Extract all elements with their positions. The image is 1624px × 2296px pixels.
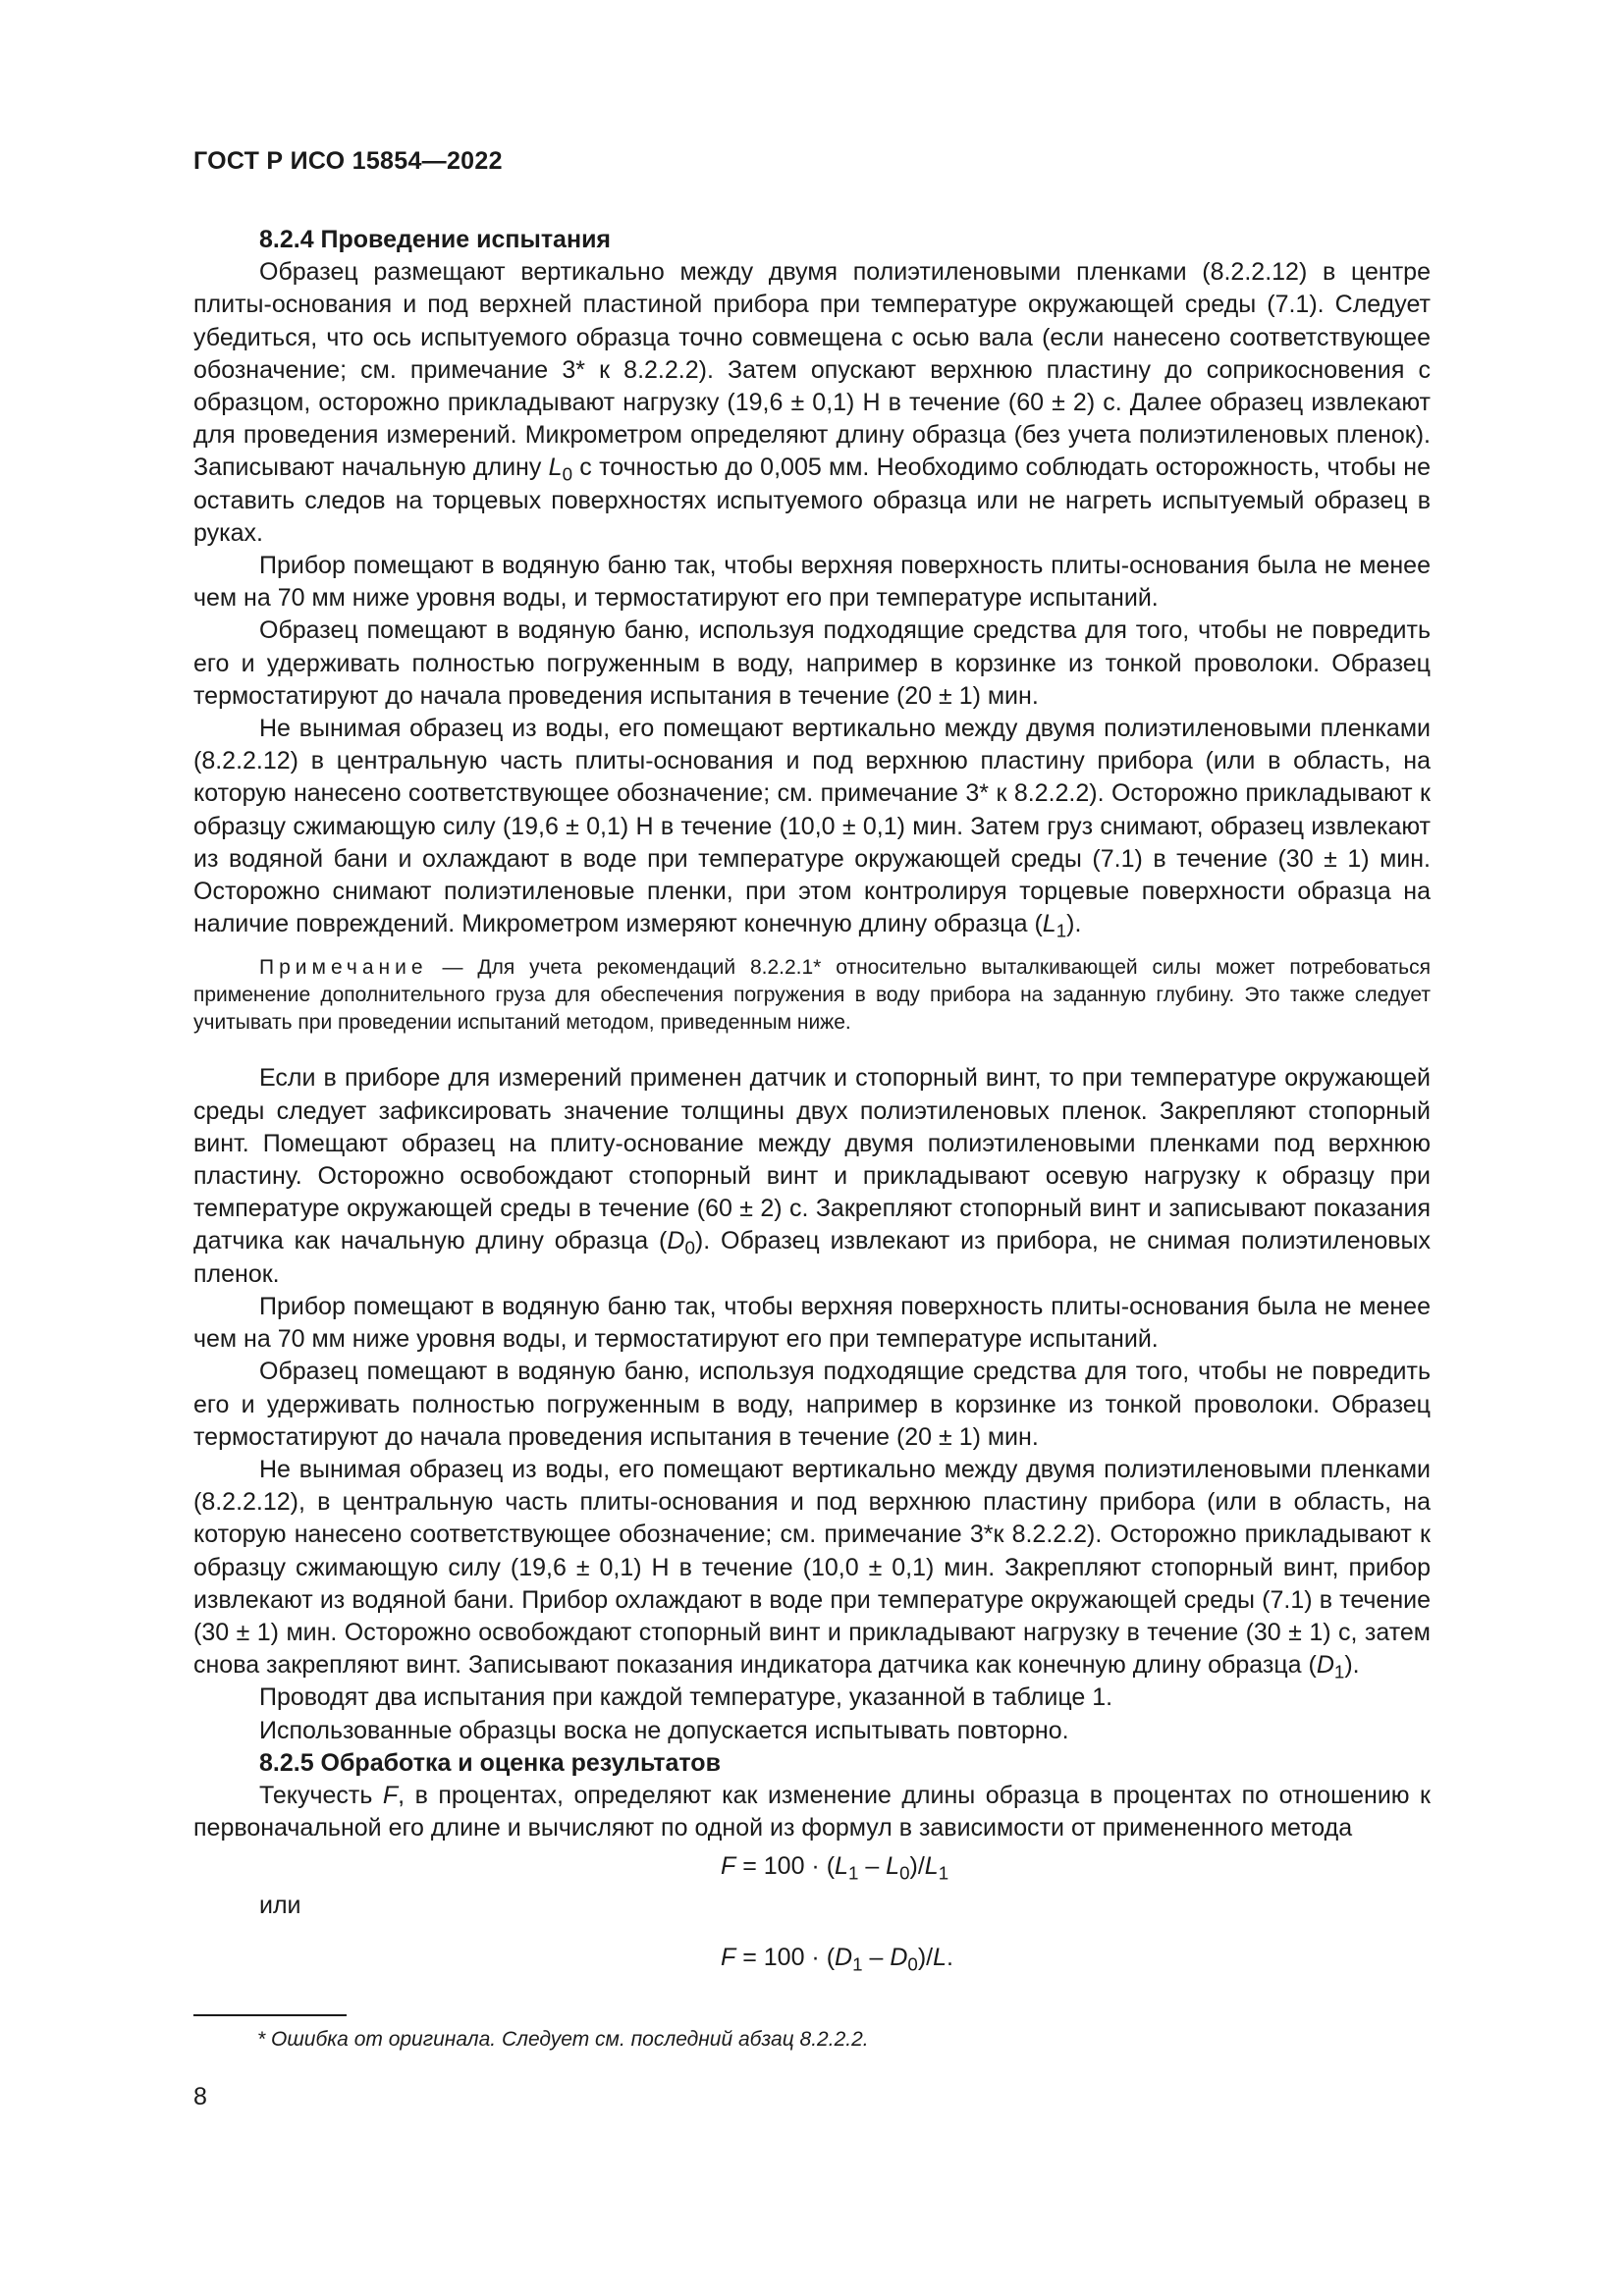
formula-symbol: L [933,1943,947,1971]
formula-text: – [858,1852,887,1881]
formula-subscript: 1 [852,1953,863,1975]
paragraph-2: Прибор помещают в водяную баню так, чтобы верхняя поверхность плиты-основания была не менее чем на 70 мм ниже уровня воды, и термостатируют его при температуре испытаний. [193,552,1431,613]
formula-subscript: 1 [847,1862,859,1884]
footnote-divider [193,2014,347,2016]
formula-symbol: F [721,1943,736,1971]
note-text: — Для учета рекомендаций 8.2.2.1* относительно выталкивающей силы может потребоваться применение дополнительного груза для обеспечения погружения в воду прибора на заданную глубину. Это также следует учитывать при проведении испытаний методом, приведенным ниже. [193,956,1431,1035]
paragraph-5 [193,1062,1431,1290]
paragraph-1-text-b: с точностью до 0,005 мм. Необходимо соблюдать осторожность, чтобы не оставить следов на торцевых поверхностях испытуемого образца или не нагреть испытуемый образец в руках. [193,454,1431,547]
formula-subscript: 1 [938,1862,949,1884]
formula-symbol: F [721,1852,736,1881]
paragraph-4-text-b: ). [1066,910,1082,938]
formula-symbol: D [890,1943,908,1971]
paragraph-7: Образец помещают в водяную баню, используя подходящие средства для того, чтобы не повредить его и удерживать полностью погруженным в воду, например в корзинке из тонкой проволоки. Образец термостатируют до начала проведения испытания в течение (20 ± 1) мин. [193,1358,1431,1451]
paragraph-6: Прибор помещают в водяную баню так, чтобы верхняя поверхность плиты-основания была не менее чем на 70 мм ниже уровня воды, и термостатируют его при температуре испытаний. [193,1292,1431,1354]
subscript-0: 0 [562,464,572,486]
footnote: * Ошибка от оригинала. Следует см. последний абзац 8.2.2.2. [257,2028,869,2051]
formula-symbol: D [835,1943,853,1971]
paragraph-4-text-a: Не вынимая образец из воды, его помещают вертикально между двумя полиэтиленовыми пленками (8.2.2.12) в центральную часть плиты-основания и под верхнюю пластину прибора (или в область, на которую нанесено соответствующее обозначение; см. примечание 3* к 8.2.2.2). Осторожно прикладывают к образцу сжимающую силу (19,6 ± 0,1) Н в течение (10,0 ± 0,1) мин. Затем груз снимают, образец извлекают из водяной бани и охлаждают в воде при температуре окружающей среды (7.1) в течение (30 ± 1) мин. Осторожно снимают полиэтиленовые пленки, при этом контролируя торцевые поверхности образца на наличие повреждений. Микрометром измеряют конечную длину образца ( [193,715,1431,938]
formula-symbol: L [835,1852,848,1881]
section-heading-8-2-5: 8.2.5 Обработка и оценка результатов [259,1748,721,1777]
paragraph-3: Образец помещают в водяную баню, используя подходящие средства для того, чтобы не повредить его и удерживать полностью погруженным в воду, например в корзинке из тонкой проволоки. Образец термостатируют до начала проведения испытания в течение (20 ± 1) мин. [193,616,1431,710]
formula-2 [193,1942,1431,1974]
formula-subscript: 0 [907,1953,918,1975]
symbol-L: L [1042,910,1056,938]
page-number: 8 [193,2083,207,2110]
paragraph-5-text-a: Если в приборе для измерений применен датчик и стопорный винт, то при температуре окружающей среды следует зафиксировать значение толщины двух полиэтиленовых пленок. Закрепляют стопорный винт. Помещают образец на плиту-основание между двумя полиэтиленовыми пленками под верхнюю пластину. Осторожно освобождают стопорный винт и прикладывают осевую нагрузку к образцу при температуре окружающей среды в течение (60 ± 2) с. Закрепляют стопорный винт и записывают показания датчика как начальную длину образца ( [193,1064,1431,1255]
formula-1 [193,1850,1431,1883]
paragraph-5-text-b: ). Образец извлекают из прибора, не снимая полиэтиленовых пленок. [193,1227,1431,1288]
formula-text: = 100 · ( [735,1943,836,1971]
paragraph-1-text-a: Образец размещают вертикально между двумя полиэтиленовыми пленками (8.2.2.12) в центре плиты-основания и под верхней пластиной прибора при температуре окружающей среды (7.1). Следует убедиться, что ось испытуемого образца точно совмещена с осью вала (если нанесено соответствующее обозначение; см. примечание 3* к 8.2.2.2). Затем опускают верхнюю пластину до соприкосновения с образцом, осторожно прикладывают нагрузку (19,6 ± 0,1) Н в течение (60 ± 2) с. Далее образец извлекают для проведения измерений. Микрометром определяют длину образца (без учета полиэтиленовых пленок). Записывают начальную длину [193,258,1431,482]
formula-text: )/ [917,1943,934,1971]
formula-text: = 100 · ( [735,1852,836,1881]
paragraph-8 [193,1454,1431,1682]
formula-text: )/ [909,1852,925,1881]
paragraph-825-1-text-b: , в процентах, определяют как изменение длины образца в процентах по отношению к первоначальной его длине и вычисляют по одной из формул в зависимости от примененного метода [193,1781,1431,1842]
section-heading-8-2-4: 8.2.4 Проведение испытания [259,226,612,253]
formula-subscript: 0 [899,1862,910,1884]
formula-symbol: L [924,1852,939,1881]
main-content [193,224,1431,1980]
formula-separator: или [259,1891,301,1919]
paragraph-1 [193,256,1431,550]
paragraph-10: Использованные образцы воска не допускается испытывать повторно. [259,1716,1069,1744]
note [193,954,1431,1037]
subscript-1: 1 [1056,920,1067,941]
paragraph-825-1-text-a: Текучесть [259,1781,383,1809]
paragraph-8-text-b: ). [1344,1651,1360,1680]
symbol-L: L [548,454,563,482]
symbol-D: D [1316,1651,1334,1680]
paragraph-9: Проводят два испытания при каждой температуре, указанной в таблице 1. [259,1683,1113,1712]
formula-text: . [947,1943,953,1971]
paragraph-825-1 [193,1780,1431,1844]
paragraph-8-text-a: Не вынимая образец из воды, его помещают вертикально между двумя полиэтиленовыми пленками (8.2.2.12), в центральную часть плиты-основания и под верхнюю пластину прибора (или в область, на которую нанесено соответствующее обозначение; см. примечание 3*к 8.2.2.2). Осторожно прикладывают к образцу сжимающую силу (19,6 ± 0,1) Н в течение (10,0 ± 0,1) мин. Закрепляют стопорный винт, прибор извлекают из водяной бани. Прибор охлаждают в воде при температуре окружающей среды (7.1) в течение (30 ± 1) мин. Осторожно освобождают стопорный винт и прикладывают нагрузку в течение (30 ± 1) с, затем снова закрепляют винт. Записывают показания индикатора датчика как конечную длину образца ( [193,1455,1431,1680]
formula-text: – [862,1943,891,1971]
subscript-1: 1 [1333,1661,1345,1682]
paragraph-4 [193,713,1431,940]
symbol-D: D [667,1227,685,1255]
symbol-F: F [382,1781,399,1809]
note-label: Примечание [259,956,428,980]
formula-symbol: L [886,1852,900,1881]
document-header: ГОСТ Р ИСО 15854—2022 [193,147,503,175]
subscript-0: 0 [684,1238,695,1259]
